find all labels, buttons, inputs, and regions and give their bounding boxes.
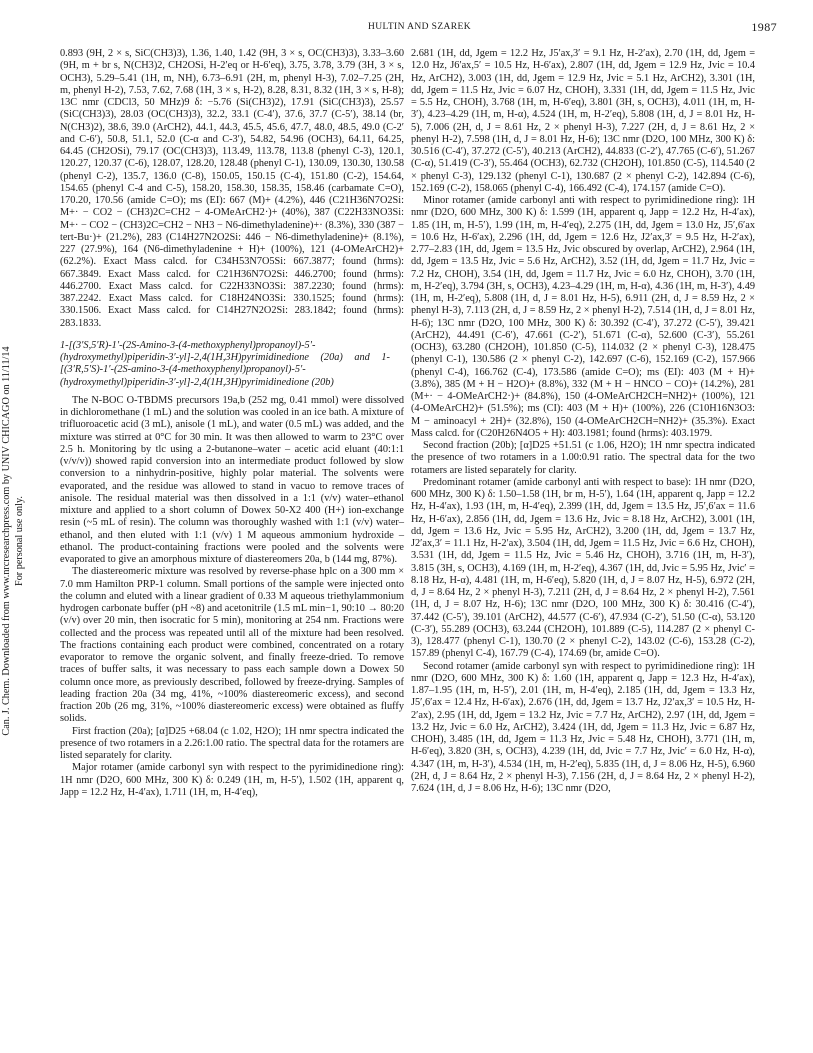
procedure-paragraph: The N-BOC O-TBDMS precursors 19a,b (252 mg, 0.41 mmol) were dissolved in dichloromethane (1 mL) and the solution was cooled in an ice bath. A mixture of trifluoroacetic acid (3 mL), anisole (1 mL), and water (0.5 mL) was added, and the mixture was stirred at 0°C for 30 min. It was then allowed to warm to 23°C over 2.5 h. Monitoring by tlc using a 2-butanone–water – acetic acid eluant (40:1:1 (v/v/v)) showed rapid conversion into an intermediate product followed by slow conversion to a ninhydrin-positive, highly polar material. The solvents were evaporated, and the residue was allowed to stand in vacuo to remove traces of anisole. The residual material was then dissolved in a 1:1 (v/v) water–ethanol mixture and applied to a short column of Dowex 50-X2 400 (H+) ion-exchange resin (~5 mL of resin). The column was thoroughly washed with 1:1 (v/v) water–ethanol, and then eluted with 1:1 (v/v) 1 M aqueous ammonium hydroxide – ethanol. The product-containing fractions were pooled and the solvents were evaporated to give an amorphous mixture of diastereomers 20a, b (144 mg, 87%). [60,394,404,565]
major-rotamer-paragraph: Major rotamer (amide carbonyl syn with respect to the pyrimidinedione ring): 1H nmr (D2O, 600 MHz, 300 K) δ: 0.249 (1H, m, H-5′), 1.502 (1H, apparent q, Japp = 12.2 Hz, H-4′ax), 1.711 (1H, m, H-4′eq), [60,762,404,798]
characterization-data-paragraph: 0.893 (9H, 2 × s, SiC(CH3)3), 1.36, 1.40, 1.42 (9H, 3 × s, OC(CH3)3), 3.33–3.60 (9H, m + br s, N(CH3)2, CH2OSi, H-2′eq or H-6′eq), 3.75, 3.78, 3.79 (3H, 3 × s, OCH3), 5.29–5.41 (1H, m, NH), 6.73–6.91 (2H, m, phenyl H-3), 7.02–7.25 (2H, m, phenyl H-2), 7.53, 7.62, 7.68 (1H, 3 × s, H-2), 8.28, 8.31, 8.32 (1H, 3 × s, H-8); 13C nmr (CDCl3, 50 MHz)9 δ: −5.76 (Si(CH3)2), 17.91 (SiC(CH3)3), 25.57 (SiC(CH3)3), 28.03 (OC(CH3)3), 32.2, 33.1 (C-4′), 37.6, 37.7 (C-5′), 38.14 (br, N(CH3)2), 38.6, 39.0 (ArCH2), 44.1, 44.3, 45.5, 45.6, 47.7, 48.0, 48.5, 49.0 (C-2′ and C-6′), 50.8, 51.1, 52.0 (C-α and C-3′), 54.82, 54.96 (OCH3), 64.11, 64.25, 64.45 (CH2OSi), 79.17 (OC(CH3)3), 113.49, 113.78, 113.8 (phenyl C-3), 120.1, 120.27, 120.37 (C-6), 128.07, 128.20, 128.48 (phenyl C-1), 130.09, 130.30, 130.58 (phenyl C-2), 135.7, 136.0 (C-8), 150.05, 150.15 (C-4), 151.80 (C-2), 154.64, 154.65 (phenyl C-4 and C-5), 158.20, 158.30, 158.35, 158.46 (carbamate C=O), 170.20, 170.56 (amide C=O); ms (EI): 667 (M)+ (4.2%), 446 (C21H36N7O2Si: M+· − CO2 − (CH3)2C=CH2 − 4-OMeArCH2·)+ (40%), 387 (C22H33NO3Si: M+· − CO2 − (CH3)2C=CH2 − NH3 − N6-dimethyladenine)+· (8.3%), 330 (387 − tert-Bu·)+ (21.2%), 283 (C14H27N2O2Si: 446 − N6-dimethyladenine)+ (8.1%), 227 (27.9%), 164 (N6-dimethyladenine + H)+ (100%), 121 (4-OMeArCH2)+ (62.2%). Exact Mass calcd. for C34H53N7O5Si: 667.3877; found (hrms): 667.3849. Exact Mass calcd. for C21H36N7O2Si: 446.2700; found (hrms): 446.2700. Exact Mass calcd. for C22H33NO3Si: 387.2230; found (hrms): 387.2242. Exact Mass calcd. for C18H24NO3Si: 330.1525; found (hrms): 330.1506. Exact Mass calcd. for C14H27N2O2Si: 283.1842; found (hrms): 283.1833. [60,48,404,329]
second-rotamer-paragraph: Second rotamer (amide carbonyl syn with respect to pyrimidinedione ring): 1H nmr (D2O, 600 MHz, 300 K) δ: 1.60 (1H, apparent q, Japp = 12.3 Hz, H-4′ax), 1.87–1.95 (1H, m, H-5′), 2.01 (1H, m, H-4′eq), 2.185 (1H, dd, Jgem = 13.3 Hz, J5′,6′ax = 12.4 Hz, H-6′ax), 2.676 (1H, dd, Jgem = 13.7 Hz, J2′ax,3′ = 10.5 Hz, H-2′ax), 2.95 (1H, dd, Jgem = 13.2 Hz, Jvic = 7.7 Hz, ArCH2), 2.97 (1H, dd, Jgem = 13.2 Hz, Jvic = 6.0 Hz, ArCH2), 3.424 (1H, dd, Jgem = 11.3 Hz, Jvic = 6.87 Hz, CHOH), 3.485 (1H, dd, Jgem = 11.3 Hz, Jvic = 5.48 Hz, CHOH), 3.771 (1H, m, H-6′eq), 3.820 (3H, s, OCH3), 4.239 (1H, dd, Jvic = 7.7 Hz, Jvic′ = 6.0 Hz, H-α), 4.347 (1H, m, H-3′), 4.534 (1H, m, H-2′eq), 5.835 (1H, d, J = 8.06 Hz, H-5), 6.960 (2H, d, J = 8.64 Hz, 2 × phenyl H-3), 7.156 (2H, d, J = 8.64 Hz, 2 × phenyl H-2), 7.624 (1H, d, J = 8.06 Hz, H-6); 13C nmr (D2O, [411,660,755,794]
second-fraction-paragraph: Second fraction (20b); [α]D25 +51.51 (c 1.06, H2O); 1H nmr spectra indicated the presence of two rotamers in a 1.00:0.91 ratio. The spectral data for the two rotamers are listed separately for clarity. [411,440,755,476]
left-column [60,48,404,799]
download-notice-line: Can. J. Chem. Downloaded from www.nrcresearchpress.com by UNIV CHICAGO on 11/11/14 [1,346,12,736]
minor-rotamer-paragraph: Minor rotamer (amide carbonyl anti with respect to pyrimidinedione ring): 1H nmr (D2O, 600 MHz, 300 K) δ: 1.599 (1H, apparent q, Japp = 12.2 Hz, H-4′ax), 1.85 (1H, m, H-5′), 1.99 (1H, m, H-4′eq), 2.275 (1H, dd, Jgem = 13.0 Hz, J5′,6′ax = 10.6 Hz, H-6′ax), 2.296 (1H, dd, Jgem = 12.6 Hz, J2′ax,3′ = 9.5 Hz, H-2′ax), 2.77–2.83 (1H, dd, Jgem = 13.5 Hz, Jvic obscured by overlap, ArCH2), 2.964 (1H, dd, Jgem = 13.5 Hz, Jvic = 5.6 Hz, ArCH2), 3.52 (1H, dd, Jgem = 11.7 Hz, Jvic = 7.2 Hz, CHOH), 3.54 (1H, dd, Jgem = 11.7 Hz, Jvic = 6.0 Hz, CHOH), 3.70 (1H, m, H-2′eq), 3.794 (3H, s, OCH3), 4.23–4.29 (1H, m, H-α), 4.36 (1H, m, H-3′), 4.49 (1H, m, H-2′eq), 5.808 (1H, d, J = 8.01 Hz, H-5), 6.911 (2H, d, J = 8.59 Hz, 2 × phenyl H-3), 7.113 (2H, d, J = 8.59 Hz, 2 × phenyl H-2), 7.514 (1H, d, J = 8.01 Hz, H-6); 13C nmr (D2O, 100 MHz, 300 K) δ: 30.392 (C-4′), 37.272 (C-5′), 39.421 (ArCH2), 44.491 (C-6′), 47.661 (C-2′), 51.671 (C-α), 52.600 (C-3′), 55.261 (OCH3), 63.280 (CH2OH), 101.850 (C-5), 114.032 (2 × phenyl C-3), 128.475 (phenyl C-1), 130.586 (2 × phenyl C-2), 142.697 (C-6), 152.169 (C-2), 157.966 (phenyl C-4), 166.762 (C-4), 173.586 (amide C=O); ms (EI): 403 (M + H)+ (3.8%), 385 (M + H − H2O)+ (8.8%), 332 (M + H − HNCO − CO)+ (14.2%), 281 (M+· − 4-OMeArCH2·)+ (84.8%), 150 (4-OMeArCH2CH=NH2)+ (100%), 121 (4-OMeArCH2)+ (51.5%); ms (CI): 403 (M + H)+ (100%), 226 (C10H16N3O3: M − aminoacyl + 2H)+ (32.8%), 150 (4-OMeArCH2CH=NH2)+ (35.3%). Exact Mass calcd. for (C20H26N4O5 + H): 403.1981; found (hrms): 403.1979. [411,195,755,439]
running-head [62,22,777,38]
running-head-authors: HULTIN AND SZAREK [367,22,472,32]
first-fraction-paragraph: First fraction (20a); [α]D25 +68.04 (c 1.02, H2O); 1H nmr spectra indicated the presence of two rotamers in a 2.26:1.00 ratio. The spectral data for the rotamers are listed separately for clarity. [60,725,404,761]
compound-heading: 1-[(3′S,5′R)-1′-(2S-Amino-3-(4-methoxyphenyl)propanoyl)-5′-(hydroxymethyl)piperidin-3′-yl]-2,4(1H,3H)pyrimidinedione (20a) and 1-[(3′R,5′S)-1′-(2S-amino-3-(4-methoxyphenyl)propanoyl)-5′-(hydroxymethyl)piperidin-3′-yl]-2,4(1H,3H)pyrimidinedione (20b) [60,339,390,388]
predominant-rotamer-paragraph: Predominant rotamer (amide carbonyl anti with respect to base): 1H nmr (D2O, 600 MHz, 300 K) δ: 1.50–1.58 (1H, br m, H-5′), 1.64 (1H, apparent q, Japp = 12.2 Hz, H-4′ax), 1.93 (1H, m, H-4′eq), 2.399 (1H, dd, Jgem = 13.5 Hz, J5′,6′ax = 11.6 Hz, H-6′ax), 2.856 (1H, dd, Jgem = 13.6 Hz, Jvic = 8.18 Hz, ArCH2), 3.001 (1H, dd, Jgem = 13.6 Hz, Jvic = 5.95 Hz, ArCH2), 3.200 (1H, dd, Jgem = 13.7 Hz, J2′ax,3′ = 11.1 Hz, H-2′ax), 3.504 (1H, dd, Jgem = 11.5 Hz, Jvic = 6.6 Hz, CHOH), 3.531 (1H, dd, Jgem = 11.5 Hz, Jvic = 5.46 Hz, CHOH), 3.716 (1H, m, H-3′), 3.815 (3H, s, OCH3), 4.169 (1H, m, H-2′eq), 4.367 (1H, dd, Jvic = 5.95 Hz, Jvic′ = 8.18 Hz, H-α), 4.481 (1H, m, H-6′eq), 5.820 (1H, d, J = 8.07 Hz, H-5), 6.972 (2H, d, J = 8.64 Hz, 2 × phenyl H-3), 7.211 (2H, d, J = 8.64 Hz, 2 × phenyl H-2), 7.561 (1H, d, J = 8.07 Hz, H-6); 13C nmr (D2O, 100 MHz, 300 K) δ: 30.416 (C-4′), 37.442 (C-5′), 39.101 (ArCH2), 44.577 (C-6′), 47.934 (C-2′), 51.50 (C-α), 53.120 (C-3′), 55.289 (OCH3), 63.244 (CH2OH), 101.889 (C-5), 114.287 (2 × phenyl C-3), 128.477 (phenyl C-1), 130.70 (2 × phenyl C-2), 143.02 (C-6), 153.28 (C-2), 157.89 (phenyl C-4), 167.79 (C-4), 174.69 (br, amide C=O). [411,476,755,660]
hplc-paragraph: The diastereomeric mixture was resolved by reverse-phase hplc on a 300 mm × 7.0 mm Hamilton PRP-1 column. Small portions of the sample were injected onto the column and eluted with a linear gradient of 0.33 M aqueous triethylammonium hydrogen carbonate buffer (pH ~8) and acetonitrile (1.5 mL min−1, 90:10 → 80:20 (v/v) over 20 min, then isocratic for 5 min), monitoring at 254 nm. Fractions were collected and the process was repeated until all of the mixture had been resolved. The fractions containing each product were combined, concentrated on a rotary evaporator to remove the organic solvent, and finally freeze-dried. To remove traces of buffer salts, it was necessary to pass each sample down a Dowex 50 column once more, as previously described, followed by freeze-drying. Samples of leading fraction 20a (34 mg, 41%, ~100% diastereomeric excess), and second fraction 20b (26 mg, 31%, ~100% diastereomeric excess) were obtained as fluffy solids. [60,566,404,725]
right-column [411,48,755,795]
personal-use-line: For personal use only. [14,496,25,586]
major-rotamer-continued-paragraph: 2.681 (1H, dd, Jgem = 12.2 Hz, J5′ax,3′ = 9.1 Hz, H-2′ax), 2.70 (1H, dd, Jgem = 12.0 Hz, J6′ax,5′ = 10.5 Hz, H-6′ax), 2.807 (1H, dd, Jgem = 12.9 Hz, Jvic = 10.4 Hz, ArCH2), 3.003 (1H, dd, Jgem = 12.9 Hz, Jvic = 5.1 Hz, ArCH2), 3.301 (1H, dd, Jgem = 11.5 Hz, Jvic = 6.07 Hz, CHOH), 3.331 (1H, dd, Jgem = 11.5 Hz, Jvic = 5.5 Hz, CHOH), 3.768 (1H, m, H-6′eq), 3.801 (3H, s, OCH3), 4.011 (1H, m, H-3′), 4.23–4.29 (1H, m, H-α), 4.524 (1H, m, H-2′eq), 5.808 (1H, d, J = 8.01 Hz, H-5), 7.006 (2H, d, J = 8.61 Hz, 2 × phenyl H-3), 7.227 (2H, d, J = 8.61 Hz, 2 × phenyl H-2), 7.598 (1H, d, J = 8.01 Hz, H-6); 13C nmr (D2O, 100 MHz, 300 K) δ: 30.516 (C-4′), 37.272 (C-5′), 40.213 (ArCH2), 44.833 (C-2′), 47.765 (C-6′), 51.267 (C-α), 51.419 (C-3′), 55.464 (OCH3), 62.732 (CH2OH), 101.850 (C-5), 114.540 (2 × phenyl C-3), 129.132 (phenyl C-1), 130.687 (2 × phenyl C-2), 142.894 (C-6), 152.169 (C-2), 158.065 (phenyl C-4), 166.492 (C-4), 174.157 (amide C=O). [411,48,755,194]
download-watermark [1,235,25,835]
page-number: 1987 [751,20,777,34]
